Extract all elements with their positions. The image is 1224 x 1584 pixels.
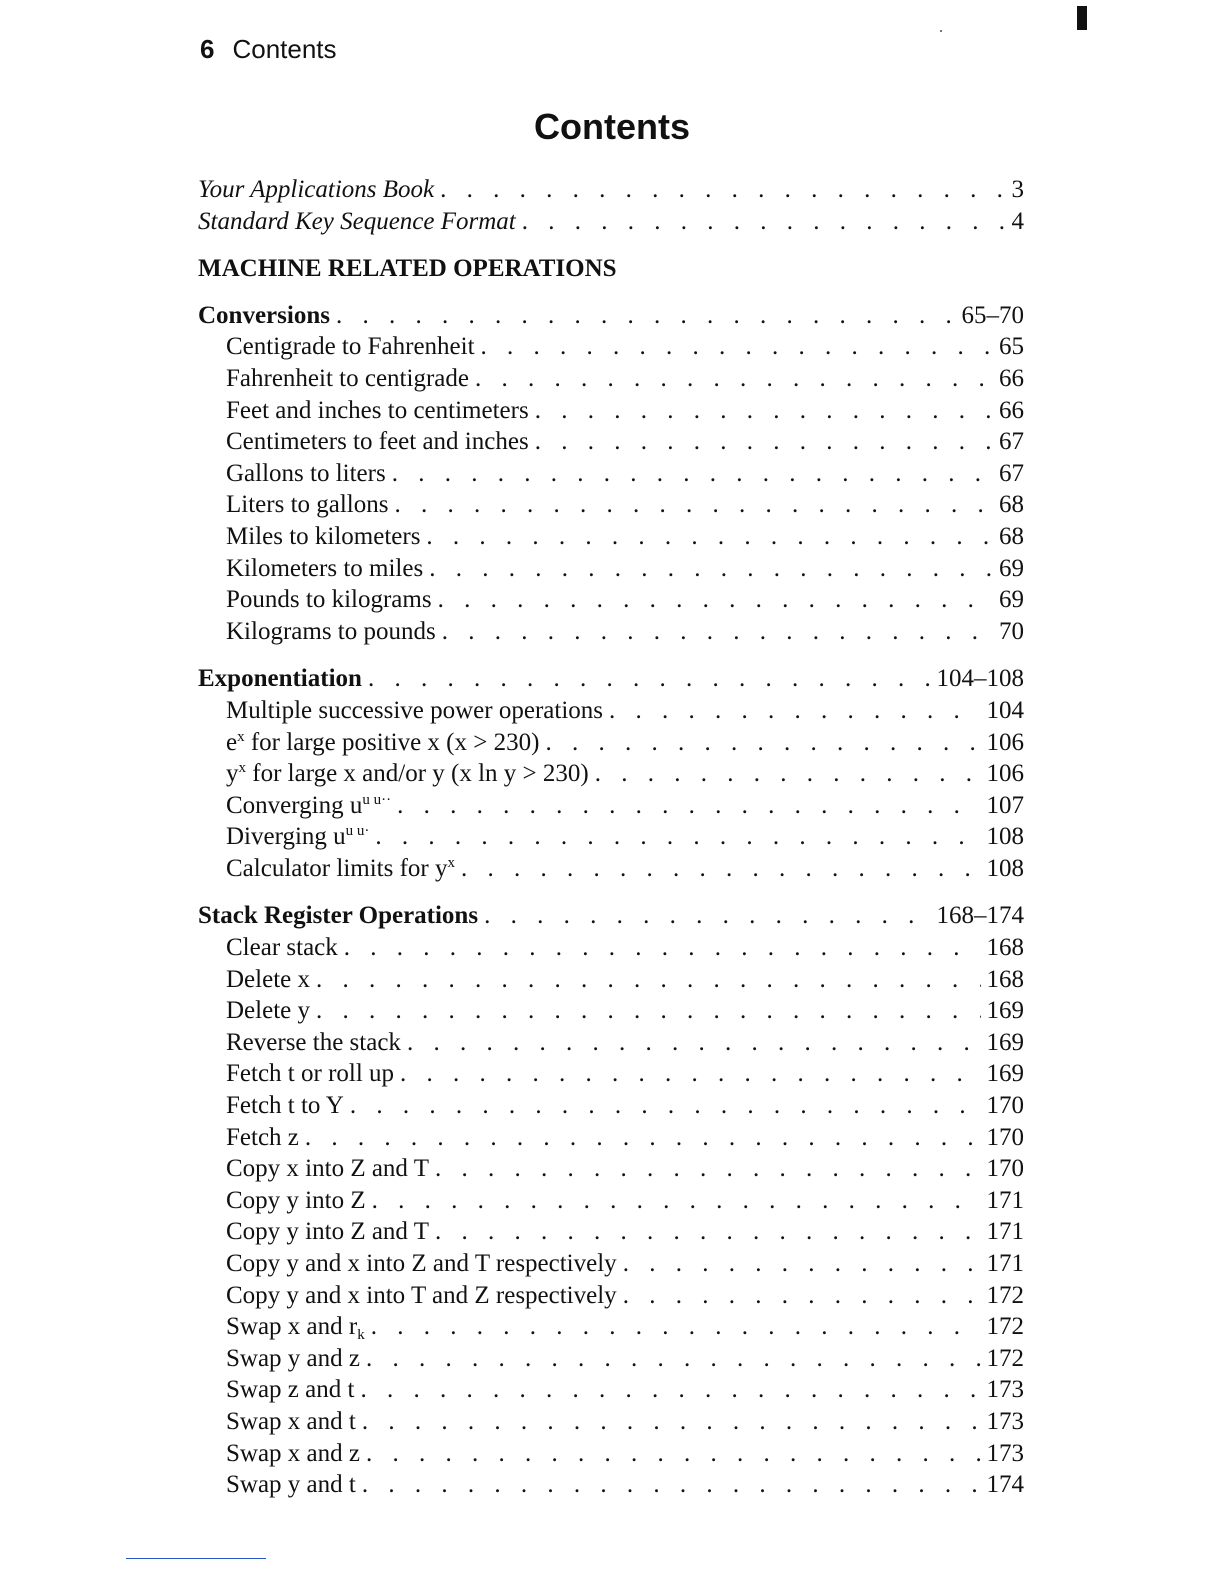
- dot-leader: [435, 1216, 980, 1248]
- entry-label: [226, 1185, 372, 1217]
- toc-entry[interactable]: [198, 584, 1024, 616]
- entry-text: Copy x into Z and T: [226, 1155, 430, 1183]
- toc-entry[interactable]: [198, 363, 1024, 395]
- toc-entry[interactable]: [198, 458, 1024, 490]
- entry-label: [226, 1406, 362, 1438]
- page-ref: 106: [986, 760, 1024, 788]
- toc-entry[interactable]: [198, 821, 1024, 853]
- entry-text: Delete y: [226, 997, 310, 1025]
- intro-entries: [198, 174, 1024, 237]
- entry-text: Converging u: [226, 791, 363, 819]
- entry-text: Fetch t to Y: [226, 1092, 344, 1120]
- entry-superscript: u u·: [345, 823, 370, 840]
- entry-label: [226, 1248, 623, 1280]
- entry-label: [198, 663, 368, 695]
- dot-leader: [440, 174, 1005, 206]
- entry-text: Your Applications Book: [198, 176, 435, 203]
- page-ref: 65: [999, 333, 1024, 361]
- dot-leader: [366, 1343, 981, 1375]
- dot-leader: [362, 1406, 981, 1438]
- entry-label: [226, 995, 316, 1027]
- dot-leader: [623, 1248, 981, 1280]
- group-heading-entry[interactable]: [198, 900, 1024, 932]
- dot-leader: [360, 1374, 980, 1406]
- entry-text: Swap x and r: [226, 1313, 358, 1341]
- page-ref: 168: [986, 965, 1024, 993]
- entry-label: [226, 1280, 623, 1312]
- scan-corner-mark: [1077, 6, 1087, 30]
- page-number: 6: [200, 34, 215, 64]
- toc-entry[interactable]: [198, 553, 1024, 585]
- scan-speck: [940, 30, 942, 32]
- intro-entry[interactable]: [198, 206, 1024, 238]
- dot-leader: [475, 363, 993, 395]
- entry-label: [226, 1311, 371, 1343]
- page-title: Contents: [534, 106, 690, 147]
- dot-leader: [623, 1280, 981, 1312]
- dot-leader: [438, 584, 993, 616]
- entry-label: [226, 821, 375, 853]
- page-ref: 172: [986, 1313, 1024, 1341]
- dot-leader: [426, 521, 993, 553]
- page-ref: 4: [1011, 207, 1024, 235]
- dot-leader: [368, 663, 931, 695]
- page-ref: 170: [986, 1123, 1024, 1151]
- dot-leader: [522, 206, 1006, 238]
- toc-group: [198, 663, 1024, 884]
- dot-leader: [316, 964, 981, 996]
- toc-entry[interactable]: [198, 1311, 1024, 1343]
- entry-label: [226, 1090, 350, 1122]
- toc-entry[interactable]: [198, 426, 1024, 458]
- entry-text-rest: for large x and/or y (x ln y > 230): [246, 760, 589, 788]
- entry-label: [198, 174, 440, 206]
- toc-entry[interactable]: [198, 616, 1024, 648]
- entry-label: [226, 853, 461, 885]
- page-ref: 171: [986, 1250, 1024, 1277]
- entry-text: Calculator limits for y: [226, 854, 448, 882]
- entry-label: [226, 1058, 400, 1090]
- toc-entry[interactable]: [198, 395, 1024, 427]
- entry-label: [226, 1343, 366, 1375]
- page-ref: 69: [999, 554, 1024, 582]
- entry-text: Stack Register Operations: [198, 902, 479, 930]
- entry-subscript: k: [357, 1327, 365, 1344]
- entry-text: Kilometers to miles: [226, 554, 424, 582]
- entry-text: y: [226, 760, 239, 788]
- page-ref: 169: [986, 997, 1024, 1025]
- bottom-rule: [126, 1558, 266, 1559]
- group-heading-entry[interactable]: [198, 663, 1024, 695]
- entry-text: Kilograms to pounds: [226, 617, 436, 645]
- toc-entry[interactable]: [198, 1438, 1024, 1470]
- entry-text: Diverging u: [226, 823, 346, 851]
- dot-leader: [375, 821, 980, 853]
- entry-text: Swap y and z: [226, 1344, 360, 1372]
- dot-leader: [429, 553, 993, 585]
- dot-leader: [407, 1027, 981, 1059]
- page-ref: 170: [986, 1092, 1024, 1120]
- entry-label: [198, 206, 522, 238]
- dot-leader: [394, 489, 993, 521]
- toc-entry[interactable]: [198, 521, 1024, 553]
- entry-label: [226, 1469, 362, 1501]
- toc-entry[interactable]: [198, 1248, 1024, 1280]
- dot-leader: [484, 900, 930, 932]
- entry-label: [226, 521, 426, 553]
- entry-label: [226, 964, 316, 996]
- dot-leader: [344, 932, 981, 964]
- page-ref: 68: [999, 491, 1024, 519]
- toc-entry[interactable]: [198, 1374, 1024, 1406]
- toc-entry[interactable]: [198, 1058, 1024, 1090]
- entry-text: Miles to kilometers: [226, 522, 421, 550]
- entry-label: [226, 932, 344, 964]
- dot-leader: [350, 1090, 981, 1122]
- toc-entry[interactable]: [198, 1185, 1024, 1217]
- entry-label: [226, 1122, 305, 1154]
- page-ref: 66: [999, 364, 1024, 392]
- entry-text: e: [226, 728, 238, 756]
- page-ref: 67: [999, 428, 1024, 456]
- page-ref: 171: [986, 1218, 1024, 1246]
- toc-group: [198, 300, 1024, 648]
- entry-text-rest: for large positive x (x > 230): [244, 728, 540, 756]
- page-ref: 68: [999, 522, 1024, 550]
- toc-entry[interactable]: [198, 1153, 1024, 1185]
- entry-text: Swap x and z: [226, 1439, 360, 1467]
- entry-text: Fetch z: [226, 1123, 299, 1151]
- dot-leader: [545, 727, 980, 759]
- toc-entry[interactable]: [198, 489, 1024, 521]
- entry-text: Delete x: [226, 965, 310, 993]
- page-ref: 66: [999, 396, 1024, 424]
- entry-text: Liters to gallons: [226, 491, 389, 519]
- entry-text: Exponentiation: [198, 665, 362, 693]
- entry-label: [226, 489, 394, 521]
- toc-entry[interactable]: [198, 695, 1024, 727]
- page-ref: 169: [986, 1028, 1024, 1056]
- entry-text: Reverse the stack: [226, 1028, 401, 1056]
- entry-text: Copy y and x into Z and T respectively: [226, 1250, 617, 1277]
- entry-text: Swap y and t: [226, 1471, 356, 1499]
- entry-text: Swap z and t: [226, 1376, 355, 1404]
- entry-text: Pounds to kilograms: [226, 586, 432, 614]
- page-ref: 174: [986, 1471, 1024, 1499]
- entry-text: Fahrenheit to centigrade: [226, 364, 469, 392]
- entry-label: [226, 1153, 435, 1185]
- page-ref: 107: [986, 791, 1024, 819]
- toc-entry[interactable]: [198, 1027, 1024, 1059]
- dot-leader: [336, 300, 956, 332]
- entry-text: Copy y into Z and T: [226, 1218, 430, 1246]
- toc-entry[interactable]: [198, 1090, 1024, 1122]
- section-heading: MACHINE RELATED OPERATIONS: [198, 255, 617, 283]
- page-ref: 172: [986, 1281, 1024, 1309]
- toc-groups: [198, 300, 1024, 1501]
- entry-label: [226, 695, 609, 727]
- page-ref: 69: [999, 586, 1024, 614]
- dot-leader: [400, 1058, 980, 1090]
- toc-entry[interactable]: [198, 1216, 1024, 1248]
- toc-entry[interactable]: [198, 1122, 1024, 1154]
- toc-entry[interactable]: [198, 331, 1024, 363]
- page-ref: 70: [999, 617, 1024, 645]
- entry-superscript: x: [237, 728, 245, 745]
- entry-label: [226, 331, 481, 363]
- entry-label: [226, 553, 429, 585]
- toc-entry[interactable]: [198, 1406, 1024, 1438]
- entry-label: [198, 900, 484, 932]
- entry-text: Clear stack: [226, 934, 338, 962]
- dot-leader: [595, 758, 981, 790]
- entry-label: [226, 1216, 435, 1248]
- dot-leader: [481, 331, 993, 363]
- page-ref: 168–174: [936, 902, 1024, 930]
- entry-text: Gallons to liters: [226, 459, 386, 487]
- entry-text: Multiple successive power operations: [226, 696, 603, 724]
- intro-entry[interactable]: [198, 174, 1024, 206]
- page-ref: 65–70: [961, 301, 1024, 329]
- toc-entry[interactable]: [198, 853, 1024, 885]
- running-head: [200, 34, 337, 65]
- dot-leader: [392, 458, 993, 490]
- dot-leader: [366, 1438, 981, 1470]
- page-ref: 171: [986, 1186, 1024, 1214]
- toc-entry[interactable]: [198, 995, 1024, 1027]
- entry-label: [226, 426, 535, 458]
- toc-entry[interactable]: [198, 758, 1024, 790]
- group-heading-entry[interactable]: [198, 300, 1024, 332]
- dot-leader: [609, 695, 981, 727]
- page-ref: 67: [999, 459, 1024, 487]
- entry-text: Centimeters to feet and inches: [226, 428, 529, 456]
- dot-leader: [371, 1311, 981, 1343]
- dot-leader: [362, 1469, 981, 1501]
- entry-label: [226, 363, 475, 395]
- page-ref: 168: [986, 934, 1024, 962]
- entry-text: Swap x and t: [226, 1407, 356, 1435]
- table-of-contents: [198, 174, 1024, 1501]
- entry-label: [198, 300, 336, 332]
- entry-label: [226, 758, 595, 790]
- toc-entry[interactable]: [198, 1343, 1024, 1375]
- dot-leader: [435, 1153, 980, 1185]
- dot-leader: [461, 853, 981, 885]
- entry-superscript: x: [238, 760, 246, 777]
- page-ref: 173: [986, 1407, 1024, 1435]
- entry-label: [226, 616, 442, 648]
- page-ref: 104: [986, 696, 1024, 724]
- toc-entry[interactable]: [198, 1469, 1024, 1501]
- dot-leader: [305, 1122, 981, 1154]
- page-ref: 172: [986, 1344, 1024, 1372]
- entry-label: [226, 458, 392, 490]
- entry-text: Feet and inches to centimeters: [226, 396, 529, 424]
- toc-entry[interactable]: [198, 932, 1024, 964]
- entry-superscript: u u··: [362, 791, 392, 808]
- toc-entry[interactable]: [198, 790, 1024, 822]
- entry-text: Copy y and x into T and Z respectively: [226, 1281, 617, 1309]
- entry-label: [226, 1374, 360, 1406]
- entry-label: [226, 584, 438, 616]
- toc-entry[interactable]: [198, 1280, 1024, 1312]
- page-ref: 106: [986, 728, 1024, 756]
- page-ref: 3: [1011, 176, 1024, 203]
- entry-label: [226, 727, 545, 759]
- dot-leader: [372, 1185, 981, 1217]
- entry-text: Standard Key Sequence Format: [198, 207, 516, 235]
- page-ref: 108: [986, 823, 1024, 851]
- page-ref: 104–108: [936, 665, 1024, 693]
- page-ref: 108: [986, 854, 1024, 882]
- dot-leader: [316, 995, 981, 1027]
- toc-entry[interactable]: [198, 727, 1024, 759]
- dot-leader: [535, 395, 993, 427]
- entry-label: [226, 1438, 366, 1470]
- page-ref: 173: [986, 1376, 1024, 1404]
- page-ref: 170: [986, 1155, 1024, 1183]
- entry-label: [226, 1027, 407, 1059]
- entry-label: [226, 395, 535, 427]
- dot-leader: [397, 790, 980, 822]
- entry-text: Conversions: [198, 301, 330, 329]
- entry-text: Fetch t or roll up: [226, 1060, 395, 1088]
- entry-superscript: x: [447, 854, 455, 871]
- entry-text: Copy y into Z: [226, 1186, 366, 1214]
- page-ref: 173: [986, 1439, 1024, 1467]
- entry-text: Centigrade to Fahrenheit: [226, 333, 475, 361]
- dot-leader: [442, 616, 993, 648]
- running-head-text: Contents: [232, 34, 337, 64]
- page-ref: 169: [986, 1060, 1024, 1088]
- entry-label: [226, 790, 397, 822]
- toc-group: [198, 900, 1024, 1500]
- dot-leader: [535, 426, 993, 458]
- toc-entry[interactable]: [198, 964, 1024, 996]
